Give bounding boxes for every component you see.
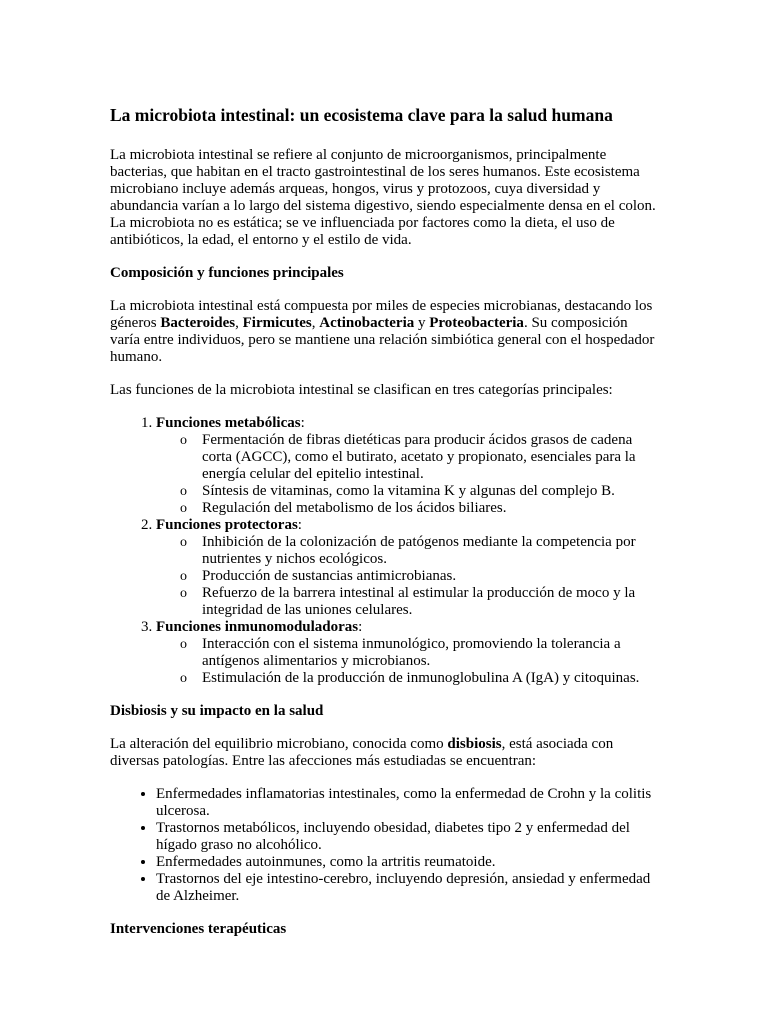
genus-bacteroides: Bacteroides	[160, 315, 236, 331]
function-item-metabolic: 1. Funciones metabólicas: o Fermentación de fibras dietéticas para producir ácidos grasos de cadena corta (AGCC), como el butirato, acetato y propionato, esenciales para la energía celular del epitelio intestinal. o Síntesis de vitaminas, como la vitamina K y algunas del complejo B. o Regulación del metabolismo de los ácidos biliares.	[156, 415, 658, 517]
conditions-list	[110, 786, 658, 905]
function-item-immunomodulatory: 3. Funciones inmunomoduladoras: o Interacción con el sistema inmunológico, promoviendo la tolerancia a antígenos alimentarios y microbianos. o Estimulación de la producción de inmunoglobulina A (IgA) y citoquinas.	[156, 619, 658, 687]
list-item: o Producción de sustancias antimicrobianas.	[202, 568, 658, 585]
list-item: o Estimulación de la producción de inmunoglobulina A (IgA) y citoquinas.	[202, 670, 658, 687]
function-sublist	[156, 432, 658, 517]
list-item: • Enfermedades autoinmunes, como la artritis reumatoide.	[156, 854, 658, 871]
function-item-protective: 2. Funciones protectoras: o Inhibición de la colonización de patógenos mediante la competencia por nutrientes y nichos ecológicos. o Producción de sustancias antimicrobianas. o Refuerzo de la barrera intestinal al estimular la producción de moco y la integridad de las uniones celulares.	[156, 517, 658, 619]
genus-proteobacteria: Proteobacteria	[429, 315, 524, 331]
list-item: o Fermentación de fibras dietéticas para producir ácidos grasos de cadena corta (AGCC), como el butirato, acetato y propionato, esenciales para la energía celular del epitelio intestinal.	[202, 432, 658, 483]
dysbiosis-paragraph: La alteración del equilibrio microbiano, conocida como disbiosis, está asociada con diversas patologías. Entre las afecciones más estudiadas se encuentran:	[110, 736, 614, 769]
list-item: o Refuerzo de la barrera intestinal al estimular la producción de moco y la integridad de las uniones celulares.	[202, 585, 658, 619]
function-title: Funciones protectoras	[156, 517, 298, 533]
genus-firmicutes: Firmicutes	[242, 315, 312, 331]
function-title: Funciones inmunomoduladoras	[156, 619, 359, 635]
list-item: o Inhibición de la colonización de patógenos mediante la competencia por nutrientes y nichos ecológicos.	[202, 534, 658, 568]
composition-paragraph: La microbiota intestinal está compuesta por miles de especies microbianas, destacando los géneros Bacteroides, Firmicutes, Actinobacteria y Proteobacteria. Su composición varía entre individuos, pero se mantiene una relación simbiótica general con el hospedador humano.	[110, 298, 655, 365]
functions-intro-paragraph: Las funciones de la microbiota intestinal se clasifican en tres categorías principales:	[110, 382, 613, 398]
function-sublist	[156, 636, 658, 687]
term-dysbiosis: disbiosis	[447, 736, 502, 752]
list-item: • Trastornos metabólicos, incluyendo obesidad, diabetes tipo 2 y enfermedad del hígado graso no alcohólico.	[156, 820, 658, 854]
function-title: Funciones metabólicas	[156, 415, 301, 431]
functions-list	[110, 415, 658, 687]
document-title: La microbiota intestinal: un ecosistema clave para la salud humana	[110, 105, 613, 125]
section-heading-dysbiosis: Disbiosis y su impacto en la salud	[110, 703, 324, 719]
list-item: • Enfermedades inflamatorias intestinales, como la enfermedad de Crohn y la colitis ulcerosa.	[156, 786, 658, 820]
genus-actinobacteria: Actinobacteria	[319, 315, 415, 331]
function-sublist	[156, 534, 658, 619]
section-heading-therapeutic: Intervenciones terapéuticas	[110, 921, 287, 937]
list-item: o Síntesis de vitaminas, como la vitamina K y algunas del complejo B.	[202, 483, 658, 500]
list-item: o Regulación del metabolismo de los ácidos biliares.	[202, 500, 658, 517]
intro-paragraph: La microbiota intestinal se refiere al conjunto de microorganismos, principalmente bacterias, que habitan en el tracto gastrointestinal de los seres humanos. Este ecosistema microbiano incluye además arqueas, hongos, virus y protozoos, cuya diversidad y abundancia varían a lo largo del sistema digestivo, siendo especialmente densa en el colon. La microbiota no es estática; se ve influenciada por factores como la dieta, el uso de antibióticos, la edad, el entorno y el estilo de vida.	[110, 147, 656, 248]
section-heading-composition: Composición y funciones principales	[110, 265, 344, 281]
list-item: o Interacción con el sistema inmunológico, promoviendo la tolerancia a antígenos alimentarios y microbianos.	[202, 636, 658, 670]
list-item: • Trastornos del eje intestino-cerebro, incluyendo depresión, ansiedad y enfermedad de Alzheimer.	[156, 871, 658, 905]
